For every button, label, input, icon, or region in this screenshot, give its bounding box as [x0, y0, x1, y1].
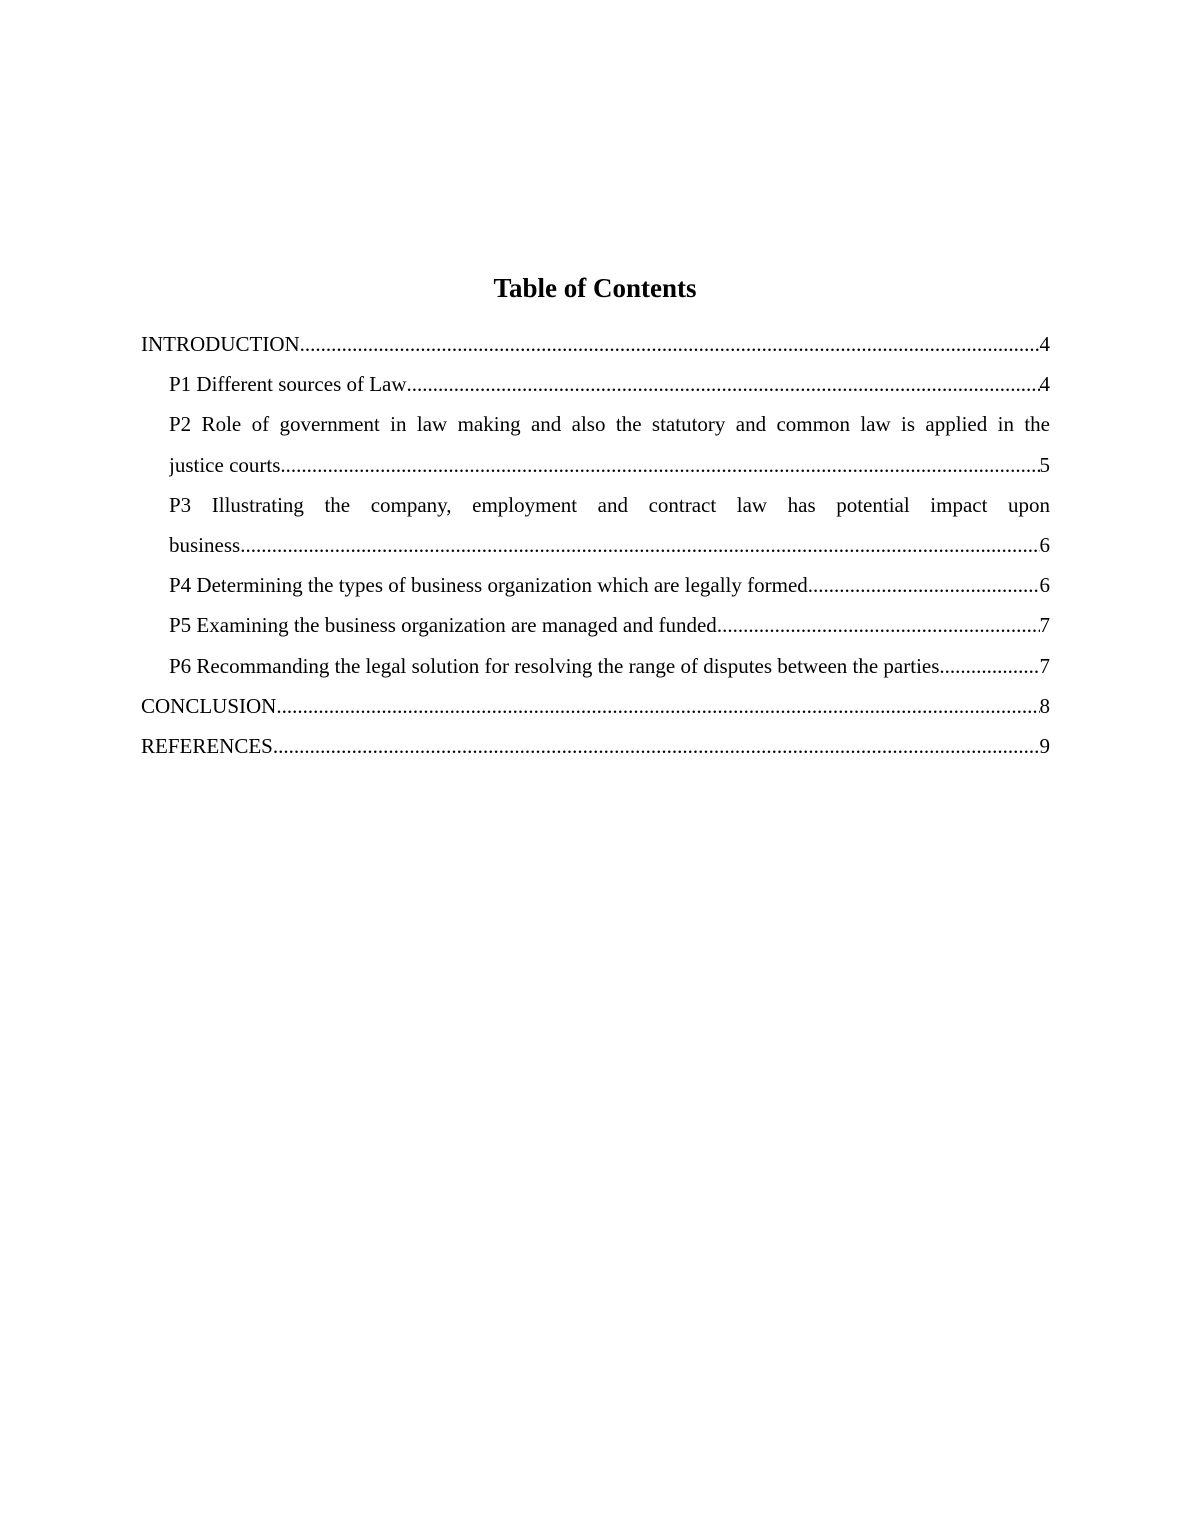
- toc-entry-introduction[interactable]: [141, 324, 1050, 364]
- dot-leader: [276, 686, 1039, 726]
- toc-page-number: 8: [1039, 693, 1050, 718]
- toc-entry-text-line1: P3 Illustrating the company, employment and contract law has potential impact upon: [169, 492, 1050, 517]
- toc-entry-text: P5 Examining the business organization are managed and funded: [169, 613, 717, 638]
- toc-entry-p6[interactable]: [141, 646, 1050, 686]
- toc-page-number: 5: [1039, 452, 1050, 477]
- dot-leader: [717, 605, 1040, 645]
- toc-entry-text: P6 Recommanding the legal solution for resolving the range of disputes between the parties.: [169, 653, 945, 678]
- dot-leader: [280, 445, 1039, 485]
- toc-entry-p5[interactable]: [141, 605, 1050, 645]
- toc-entry-text: INTRODUCTION: [141, 332, 300, 356]
- toc-entry-references[interactable]: [141, 726, 1050, 766]
- dot-leader: [407, 364, 1040, 404]
- toc-entry-text: business: [169, 533, 241, 558]
- toc-page-number: 6: [1039, 573, 1050, 598]
- toc-entry-p1[interactable]: [141, 364, 1050, 404]
- toc-page-number: 7: [1039, 653, 1050, 678]
- toc-entry-text: REFERENCES: [141, 734, 273, 759]
- toc-entry-text: P4 Determining the types of business organization which are legally formed: [169, 573, 808, 598]
- dot-leader: [300, 324, 1040, 364]
- toc-entry-text: justice courts: [169, 452, 281, 477]
- toc-page-number: 6: [1039, 533, 1050, 558]
- dot-leader: [240, 525, 1039, 565]
- toc-entry-text: P1 Different sources of Law: [169, 372, 407, 397]
- toc-entry-text: CONCLUSION: [141, 693, 277, 718]
- toc-entry-p3[interactable]: [141, 485, 1050, 565]
- toc-entry-conclusion[interactable]: [141, 686, 1050, 726]
- toc-page-number: 4: [1039, 372, 1050, 397]
- toc-entry-p2[interactable]: [141, 404, 1050, 484]
- toc-entry-p4[interactable]: [141, 565, 1050, 605]
- table-of-contents: [141, 324, 1050, 766]
- toc-page-number: 7: [1039, 613, 1050, 638]
- toc-page-number: 9: [1039, 734, 1050, 759]
- dot-leader: [945, 646, 1040, 686]
- dot-leader: [808, 565, 1040, 605]
- toc-page-number: 4: [1039, 332, 1050, 356]
- dot-leader: [273, 726, 1040, 766]
- toc-entry-text-line1: P2 Role of government in law making and also the statutory and common law is applied in the: [169, 412, 1050, 437]
- toc-title: Table of Contents: [493, 273, 697, 303]
